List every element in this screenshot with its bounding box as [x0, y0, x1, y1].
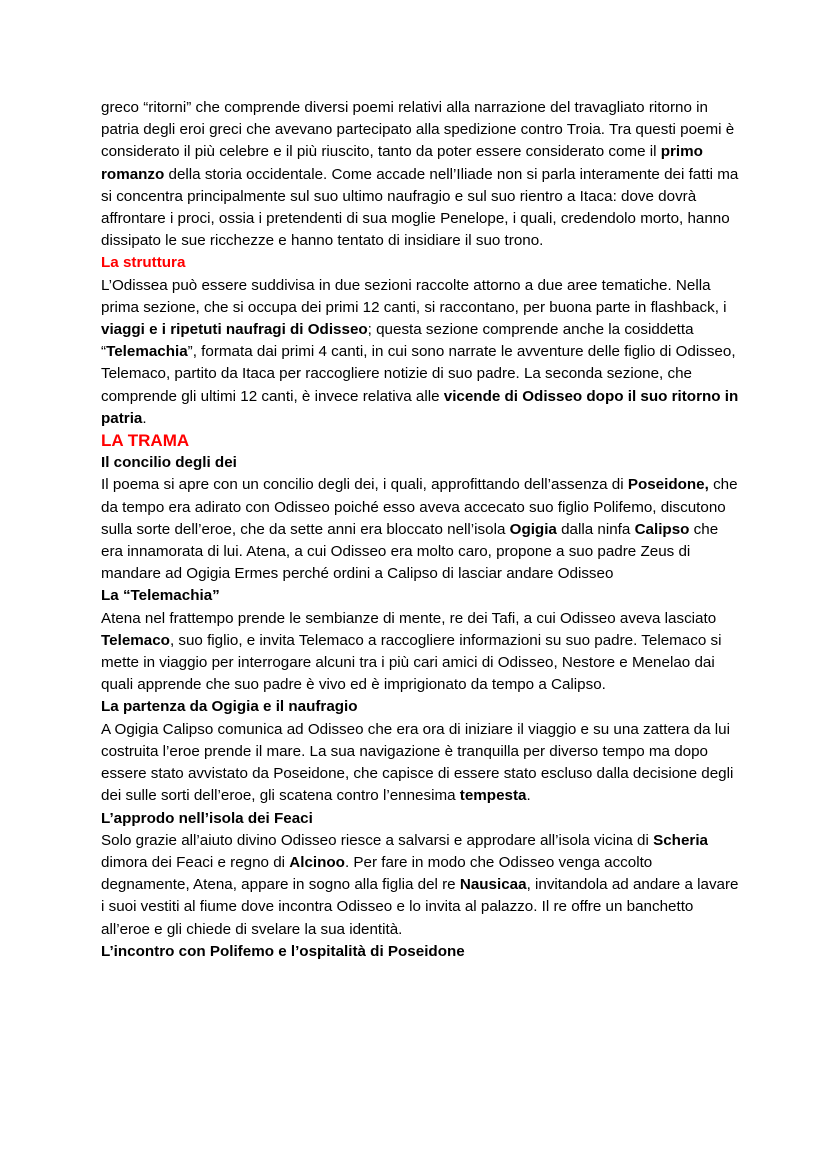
approdo-heading: L’approdo nell’isola dei Feaci: [101, 809, 313, 827]
struttura-paragraph: L’Odissea può essere suddivisa in due sezioni raccolte attorno a due aree tematiche. Nella prima sezione, che si occupa dei primi 12 canti, si raccontano, per buona parte in flashback, i viaggi e i ripetuti naufragi di Odisseo; questa sezione comprende anche la cosiddetta “Telemachia”, formata dai primi 4 canti, in cui sono narrate le avventure delle figlio di Odisseo, Telemaco, partito da Itaca per raccogliere notizie di suo padre. La seconda sezione, che comprende gli ultimi 12 canti, è invece relativa alle vicende di Odisseo dopo il suo ritorno in patria.: [101, 276, 739, 427]
struttura-heading: La struttura: [101, 254, 186, 272]
intro-paragraph: greco “ritorni” che comprende diversi poemi relativi alla narrazione del travagliato ritorno in patria degli eroi greci che avevano partecipato alla spedizione contro Troia. Tra questi poemi è considerato il più celebre e il più riuscito, tanto da poter essere considerato come il primo romanzo della storia occidentale. Come accade nell’Iliade non si parla interamente dei fatti ma si concentra principalmente sul suo ultimo naufragio e sul suo rientro a Itaca: dove dovrà affrontare i proci, ossia i pretendenti di sua moglie Penelope, i quali, credendolo morto, hanno dissipato le sue ricchezze e hanno tentato di insidiare il suo trono.: [101, 99, 739, 250]
document-page: [101, 97, 741, 963]
polifemo-heading: L’incontro con Polifemo e l’ospitalità di Poseidone: [101, 942, 465, 960]
telemachia-heading: La “Telemachia”: [101, 587, 220, 605]
approdo-paragraph: Solo grazie all’aiuto divino Odisseo riesce a salvarsi e approdare all’isola vicina di Scheria dimora dei Feaci e regno di Alcinoo. Per fare in modo che Odisseo venga accolto degnamente, Atena, appare in sogno alla figlia del re Nausicaa, invitandola ad andare a lavare i suoi vestiti al fiume dove incontra Odisseo e lo invita al palazzo. Il re offre un banchetto all’eroe e gli chiede di svelare la sua identità.: [101, 831, 739, 938]
telemachia-paragraph: Atena nel frattempo prende le sembianze di mente, re dei Tafi, a cui Odisseo aveva lasciato Telemaco, suo figlio, e invita Telemaco a raccogliere informazioni su suo padre. Telemaco si mette in viaggio per interrogare alcuni tra i più cari amici di Odisseo, Nestore e Menelao dai quali apprende che suo padre è vivo ed è imprigionato da tempo a Calipso.: [101, 609, 722, 694]
concilio-paragraph: Il poema si apre con un concilio degli dei, i quali, approfittando dell’assenza di Poseidone, che da tempo era adirato con Odisseo poiché esso aveva accecato suo figlio Polifemo, discutono sulla sorte dell’eroe, che da sette anni era bloccato nell’isola Ogigia dalla ninfa Calipso che era innamorata di lui. Atena, a cui Odisseo era molto caro, propone a suo padre Zeus di mandare ad Ogigia Ermes perché ordini a Calipso di lasciar andare Odisseo: [101, 476, 738, 583]
concilio-heading: Il concilio degli dei: [101, 454, 237, 472]
partenza-paragraph: A Ogigia Calipso comunica ad Odisseo che era ora di iniziare il viaggio e su una zattera da lui costruita l’eroe prende il mare. La sua navigazione è tranquilla per diverso tempo ma dopo essere stato avvistato da Poseidone, che capisce di essere stato escluso dalla decisione degli dei sulle sorti dell’eroe, gli scatena contro l’ennesima tempesta.: [101, 720, 734, 805]
partenza-heading: La partenza da Ogigia e il naufragio: [101, 698, 358, 716]
trama-heading: LA TRAMA: [101, 431, 190, 451]
